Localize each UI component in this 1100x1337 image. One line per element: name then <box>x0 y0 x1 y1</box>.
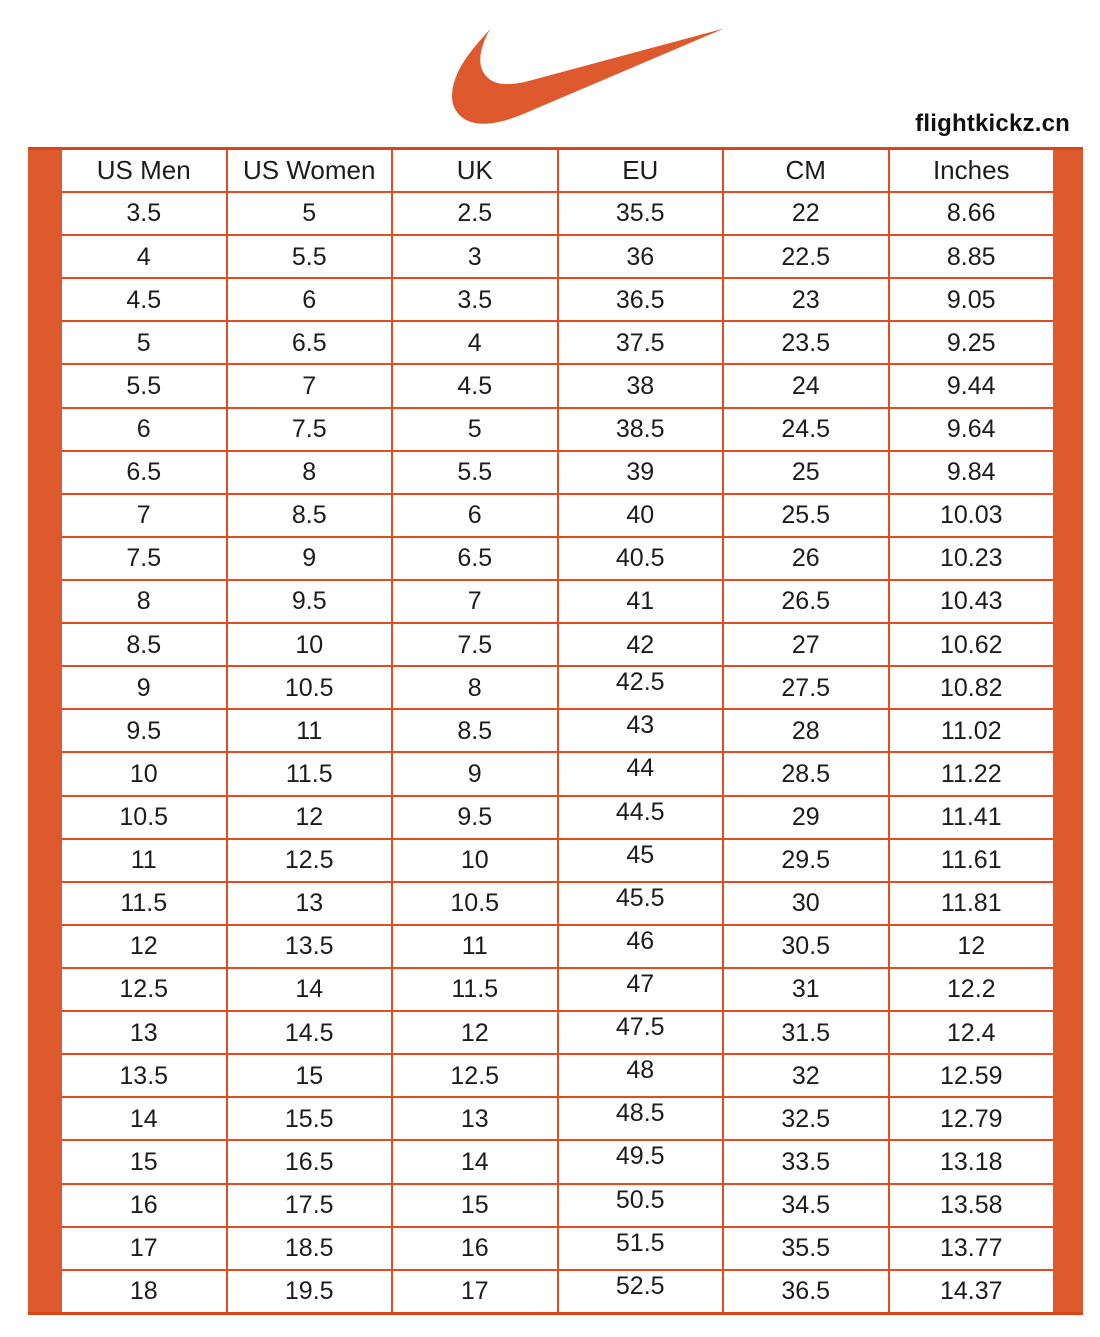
nike-swoosh-path <box>452 29 724 124</box>
cell-us-men: 4.5 <box>62 279 228 320</box>
cell-inches: 13.18 <box>939 1147 1003 1176</box>
cell-inches: 12.79 <box>939 1104 1003 1133</box>
cell-uk: 15 <box>393 1185 559 1226</box>
cell-us-women: 7 <box>228 365 394 406</box>
cell-cm: 29.5 <box>724 840 890 881</box>
cell-us-women: 10.5 <box>228 667 394 708</box>
cell-eu: 48 <box>559 1055 725 1096</box>
cell-uk: 6.5 <box>393 538 559 579</box>
cell-inches: 11.02 <box>940 716 1002 745</box>
cell-eu: 47 <box>559 969 725 1010</box>
cell-cm: 34.5 <box>724 1185 890 1226</box>
cell-inches: 9.05 <box>946 285 996 314</box>
cell-us-men: 9 <box>62 667 228 708</box>
table-row <box>62 753 1053 796</box>
cell-uk: 3.5 <box>393 279 559 320</box>
cell-inches: 11.22 <box>940 759 1002 788</box>
cell-eu: 51.5 <box>559 1228 725 1269</box>
cell-eu: 36.5 <box>559 279 725 320</box>
cell-eu: 45 <box>559 840 725 881</box>
cell-eu: 36 <box>559 236 725 277</box>
cell-eu: 47.5 <box>559 1012 725 1053</box>
cell-uk: 12 <box>393 1012 559 1053</box>
column-header-eu: EU <box>559 150 725 191</box>
cell-cm: 30.5 <box>724 926 890 967</box>
cell-uk: 4 <box>393 322 559 363</box>
cell-uk: 11.5 <box>393 969 559 1010</box>
cell-eu: 49.5 <box>559 1141 725 1182</box>
cell-us-women: 15.5 <box>228 1098 394 1139</box>
cell-eu: 43 <box>559 710 725 751</box>
cell-inches: 12.59 <box>939 1061 1003 1090</box>
cell-uk: 11 <box>393 926 559 967</box>
cell-us-women: 13.5 <box>228 926 394 967</box>
table-row <box>62 495 1053 538</box>
cell-eu: 40 <box>559 495 725 536</box>
cell-cm: 26 <box>724 538 890 579</box>
cell-us-women: 12 <box>228 797 394 838</box>
cell-uk: 16 <box>393 1228 559 1269</box>
cell-inches: 10.03 <box>939 501 1003 530</box>
cell-cm: 26.5 <box>724 581 890 622</box>
cell-eu: 52.5 <box>559 1271 725 1312</box>
cell-us-men: 5 <box>62 322 228 363</box>
cell-eu: 44 <box>559 753 725 794</box>
cell-us-women: 14.5 <box>228 1012 394 1053</box>
table-row <box>62 926 1053 969</box>
cell-us-women: 8.5 <box>228 495 394 536</box>
cell-inches: 10.43 <box>939 587 1003 616</box>
cell-inches: 9.84 <box>946 458 996 487</box>
table-row <box>62 322 1053 365</box>
cell-us-women: 13 <box>228 883 394 924</box>
table-row <box>62 236 1053 279</box>
cell-us-women: 19.5 <box>228 1271 394 1312</box>
table-row <box>62 538 1053 581</box>
cell-inches: 11.61 <box>940 846 1002 875</box>
cell-us-women: 10 <box>228 624 394 665</box>
cell-us-men: 6.5 <box>62 452 228 493</box>
cell-us-men: 10 <box>62 753 228 794</box>
cell-cm: 23.5 <box>724 322 890 363</box>
table-row <box>62 624 1053 667</box>
cell-cm: 29 <box>724 797 890 838</box>
cell-us-men: 17 <box>62 1228 228 1269</box>
cell-us-men: 18 <box>62 1271 228 1312</box>
table-row <box>62 883 1053 926</box>
cell-cm: 30 <box>724 883 890 924</box>
cell-us-women: 6 <box>228 279 394 320</box>
cell-us-women: 12.5 <box>228 840 394 881</box>
cell-us-women: 9 <box>228 538 394 579</box>
cell-cm: 32.5 <box>724 1098 890 1139</box>
cell-inches: 12.4 <box>946 1018 996 1047</box>
left-accent-bar <box>28 150 62 1312</box>
table-row <box>62 667 1053 710</box>
cell-uk: 8 <box>393 667 559 708</box>
cell-us-men: 16 <box>62 1185 228 1226</box>
cell-us-men: 10.5 <box>62 797 228 838</box>
table-row <box>62 1141 1053 1184</box>
cell-us-women: 15 <box>228 1055 394 1096</box>
cell-eu: 41 <box>559 581 725 622</box>
table-row <box>62 840 1053 883</box>
cell-us-women: 14 <box>228 969 394 1010</box>
cell-inches: 8.85 <box>946 242 996 271</box>
cell-uk: 2.5 <box>393 193 559 234</box>
cell-eu: 38.5 <box>559 409 725 450</box>
cell-us-men: 11.5 <box>62 883 228 924</box>
size-table <box>62 150 1053 1312</box>
cell-us-men: 12.5 <box>62 969 228 1010</box>
table-row <box>62 1012 1053 1055</box>
nike-swoosh-icon <box>452 25 724 125</box>
cell-inches: 10.82 <box>939 673 1003 702</box>
table-row <box>62 279 1053 322</box>
table-row <box>62 969 1053 1012</box>
table-row <box>62 365 1053 408</box>
cell-us-men: 13 <box>62 1012 228 1053</box>
cell-cm: 31.5 <box>724 1012 890 1053</box>
cell-eu: 42.5 <box>559 667 725 708</box>
cell-us-men: 3.5 <box>62 193 228 234</box>
cell-inches: 11.41 <box>940 802 1002 831</box>
cell-cm: 31 <box>724 969 890 1010</box>
cell-uk: 17 <box>393 1271 559 1312</box>
cell-eu: 40.5 <box>559 538 725 579</box>
cell-us-women: 8 <box>228 452 394 493</box>
table-row <box>62 193 1053 236</box>
cell-us-men: 7 <box>62 495 228 536</box>
cell-cm: 28 <box>724 710 890 751</box>
cell-inches: 10.62 <box>939 630 1003 659</box>
column-header-us-men: US Men <box>62 150 228 191</box>
column-header-cm: CM <box>724 150 890 191</box>
cell-eu: 39 <box>559 452 725 493</box>
cell-us-women: 6.5 <box>228 322 394 363</box>
cell-cm: 35.5 <box>724 1228 890 1269</box>
table-row <box>62 1271 1053 1312</box>
cell-eu: 35.5 <box>559 193 725 234</box>
cell-uk: 13 <box>393 1098 559 1139</box>
cell-inches: 8.66 <box>946 199 996 228</box>
cell-cm: 24.5 <box>724 409 890 450</box>
cell-eu: 42 <box>559 624 725 665</box>
table-row <box>62 797 1053 840</box>
cell-eu: 46 <box>559 926 725 967</box>
column-header-uk: UK <box>393 150 559 191</box>
cell-cm: 27 <box>724 624 890 665</box>
cell-cm: 25 <box>724 452 890 493</box>
cell-us-men: 6 <box>62 409 228 450</box>
table-row <box>62 452 1053 495</box>
cell-inches: 9.25 <box>946 328 996 357</box>
cell-us-women: 5 <box>228 193 394 234</box>
cell-us-women: 11.5 <box>228 753 394 794</box>
cell-cm: 32 <box>724 1055 890 1096</box>
cell-us-men: 11 <box>62 840 228 881</box>
cell-eu: 50.5 <box>559 1185 725 1226</box>
cell-eu: 44.5 <box>559 797 725 838</box>
cell-uk: 5 <box>393 409 559 450</box>
cell-inches: 10.23 <box>939 544 1003 573</box>
cell-us-men: 5.5 <box>62 365 228 406</box>
cell-us-men: 15 <box>62 1141 228 1182</box>
cell-eu: 45.5 <box>559 883 725 924</box>
column-header-us-women: US Women <box>228 150 394 191</box>
cell-us-women: 17.5 <box>228 1185 394 1226</box>
table-row <box>62 1098 1053 1141</box>
cell-us-men: 13.5 <box>62 1055 228 1096</box>
cell-cm: 36.5 <box>724 1271 890 1312</box>
cell-us-men: 8.5 <box>62 624 228 665</box>
cell-uk: 7.5 <box>393 624 559 665</box>
cell-cm: 22.5 <box>724 236 890 277</box>
cell-us-men: 7.5 <box>62 538 228 579</box>
cell-uk: 4.5 <box>393 365 559 406</box>
cell-uk: 10.5 <box>393 883 559 924</box>
cell-uk: 10 <box>393 840 559 881</box>
cell-uk: 9.5 <box>393 797 559 838</box>
cell-inches: 13.77 <box>939 1234 1003 1263</box>
cell-uk: 9 <box>393 753 559 794</box>
cell-inches: 12 <box>957 932 986 961</box>
cell-us-men: 9.5 <box>62 710 228 751</box>
cell-uk: 12.5 <box>393 1055 559 1096</box>
cell-inches: 9.44 <box>946 371 996 400</box>
cell-uk: 3 <box>393 236 559 277</box>
table-row <box>62 1228 1053 1271</box>
cell-inches: 13.58 <box>939 1190 1003 1219</box>
cell-inches: 12.2 <box>946 975 996 1004</box>
cell-us-women: 16.5 <box>228 1141 394 1182</box>
cell-us-men: 8 <box>62 581 228 622</box>
header-row <box>62 150 1053 193</box>
table-row <box>62 710 1053 753</box>
cell-eu: 38 <box>559 365 725 406</box>
right-accent-bar <box>1053 150 1083 1312</box>
cell-cm: 25.5 <box>724 495 890 536</box>
cell-us-men: 12 <box>62 926 228 967</box>
cell-cm: 24 <box>724 365 890 406</box>
size-chart <box>28 147 1083 1315</box>
cell-uk: 8.5 <box>393 710 559 751</box>
cell-cm: 22 <box>724 193 890 234</box>
cell-us-women: 5.5 <box>228 236 394 277</box>
cell-eu: 48.5 <box>559 1098 725 1139</box>
cell-eu: 37.5 <box>559 322 725 363</box>
cell-uk: 14 <box>393 1141 559 1182</box>
cell-cm: 27.5 <box>724 667 890 708</box>
table-row <box>62 581 1053 624</box>
cell-cm: 28.5 <box>724 753 890 794</box>
cell-us-men: 4 <box>62 236 228 277</box>
cell-uk: 6 <box>393 495 559 536</box>
cell-us-women: 18.5 <box>228 1228 394 1269</box>
column-header-inches: Inches <box>932 154 1010 185</box>
watermark-text: flightkickz.cn <box>915 110 1070 137</box>
cell-inches: 11.81 <box>940 889 1002 918</box>
cell-us-women: 9.5 <box>228 581 394 622</box>
cell-inches: 14.37 <box>939 1277 1003 1306</box>
cell-uk: 5.5 <box>393 452 559 493</box>
cell-uk: 7 <box>393 581 559 622</box>
table-row <box>62 409 1053 452</box>
cell-inches: 9.64 <box>946 414 996 443</box>
table-row <box>62 1055 1053 1098</box>
cell-us-women: 11 <box>228 710 394 751</box>
cell-cm: 33.5 <box>724 1141 890 1182</box>
table-row <box>62 1185 1053 1228</box>
cell-us-men: 14 <box>62 1098 228 1139</box>
cell-cm: 23 <box>724 279 890 320</box>
cell-us-women: 7.5 <box>228 409 394 450</box>
